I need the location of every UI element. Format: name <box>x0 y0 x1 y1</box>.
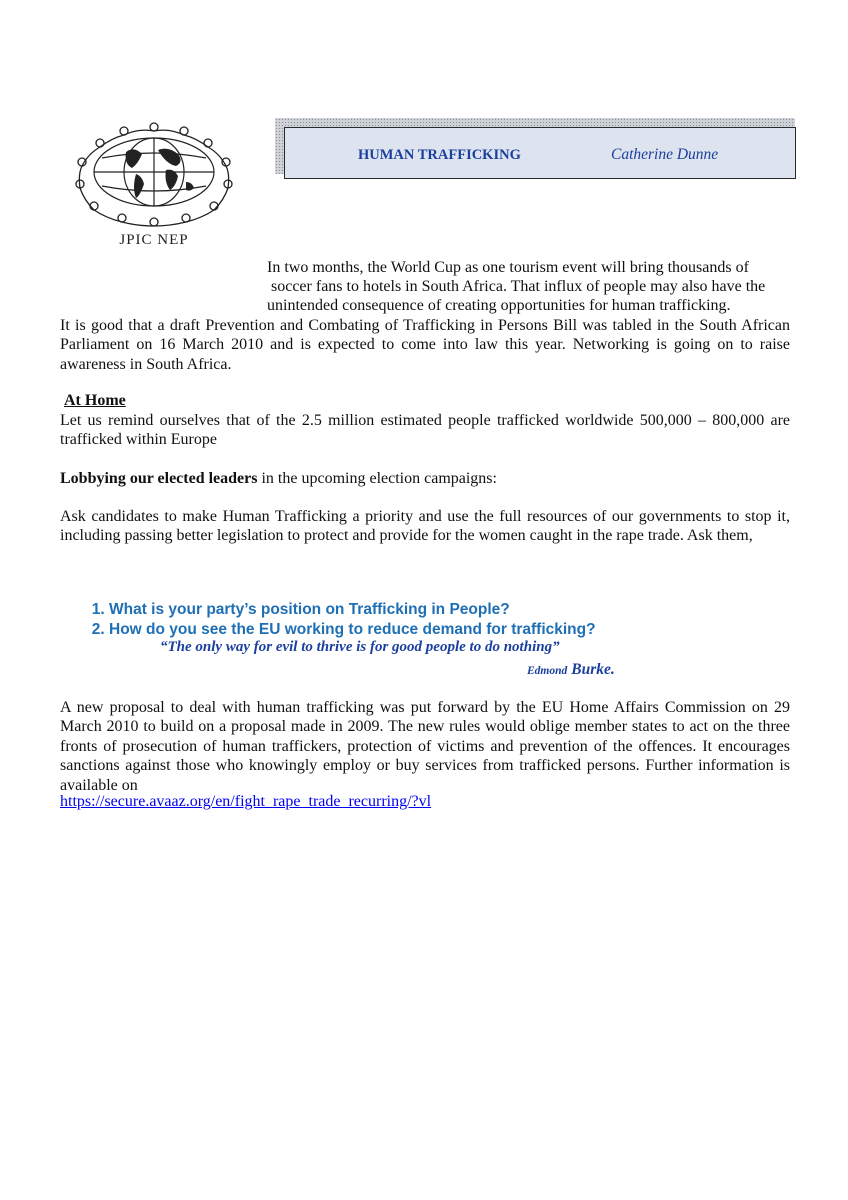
logo-caption: JPIC NEP <box>119 232 189 248</box>
source-link[interactable]: https://secure.avaaz.org/en/fight_rape_trade_recurring/?vl <box>60 793 432 810</box>
at-home-paragraph: Let us remind ourselves that of the 2.5 million estimated people trafficked worldwide 500,000 – 800,000 are trafficked within Europe <box>60 412 790 449</box>
quote-text: “The only way for evil to thrive is for good people to do nothing” <box>160 639 560 655</box>
intro-line-1: In two months, the World Cup as one tourism event will bring thousands of <box>267 259 749 276</box>
quote-author-first: Edmond <box>527 665 568 677</box>
question-item-2: 2. How do you see the EU working to reduce demand for trafficking? <box>109 620 809 640</box>
proposal-paragraph: A new proposal to deal with human trafficking was put forward by the EU Home Affairs Commission on 29 March 2010 to build on a proposal made in 2009. The new rules would oblige member states to act on the three fronts of prosecution of human traffickers, protection of victims and prevention of the offences. It encourages sanctions against those who knowingly employ or buy services from trafficked persons. Further information is available on <box>60 699 790 794</box>
intro-line-3: unintended consequence of creating opportunities for human trafficking. <box>267 297 731 314</box>
jpic-nep-logo <box>66 118 242 258</box>
source-link-wrap <box>60 793 431 811</box>
at-home-heading-wrap <box>60 392 126 410</box>
quote-author-last: Burke. <box>571 661 615 678</box>
article-title: HUMAN TRAFFICKING <box>358 147 521 163</box>
at-home-heading: At Home <box>64 392 126 409</box>
quote-author <box>527 661 615 679</box>
article-author: Catherine Dunne <box>611 146 719 163</box>
intro-line-2: soccer fans to hotels in South Africa. That influx of people may also have the <box>271 278 766 295</box>
globe-people-icon <box>66 118 242 230</box>
lobbying-line <box>60 469 497 488</box>
question-item-1: 1. What is your party’s position on Trafficking in People? <box>109 600 809 620</box>
intro-paragraph: It is good that a draft Prevention and Combating of Trafficking in Persons Bill was tabled in the South African Parliament on 16 March 2010 and is expected to come into law this year. Networking is going on to raise awareness in South Africa. <box>60 317 790 373</box>
lobbying-rest: in the upcoming election campaigns: <box>257 470 497 487</box>
ask-paragraph: Ask candidates to make Human Trafficking a priority and use the full resources of our governments to stop it, including passing better legislation to protect and provide for the women caught in the rape trade. Ask them, <box>60 508 790 545</box>
lobbying-bold: Lobbying our elected leaders <box>60 470 258 487</box>
header-box <box>284 127 796 179</box>
question-list <box>60 600 809 640</box>
